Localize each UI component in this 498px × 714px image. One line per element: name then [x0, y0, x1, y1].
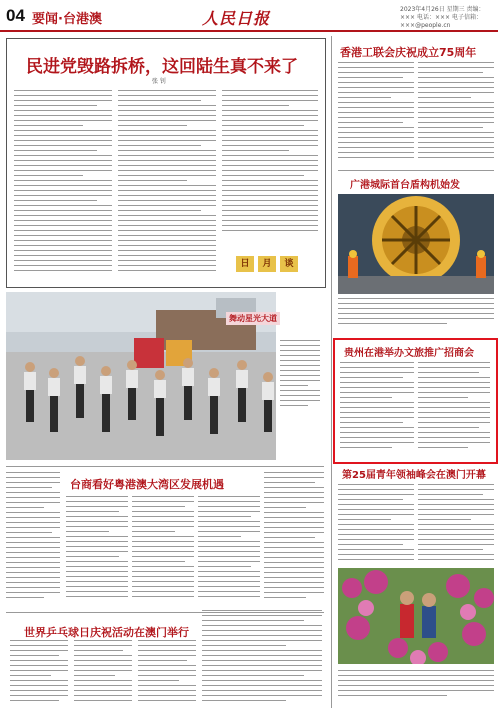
page-header	[0, 0, 498, 32]
gba-lead-col	[6, 472, 60, 602]
main-headline: 民进党毁路拆桥，这回陆生真不来了	[26, 57, 298, 77]
hk-union-text-1	[338, 62, 414, 162]
macau-youth-headline: 第25届青年领袖峰会在澳门开幕	[342, 470, 486, 481]
hk-union-text-2	[418, 62, 494, 162]
header-info: 2023年4月26日 星期三 责编：××× 电话：××× 电子信箱：×××@people.cn	[400, 6, 485, 29]
main-text-col-3	[222, 90, 318, 236]
main-byline: 张 钊	[152, 78, 166, 85]
gba-headline: 台商看好粤港澳大湾区发展机遇	[70, 478, 224, 491]
flower-photo	[338, 568, 494, 664]
main-text-col-1	[14, 90, 112, 278]
shield-machine-caption	[338, 298, 494, 332]
right-divider-1	[338, 170, 494, 171]
column-tag-3: 谈	[280, 256, 298, 272]
shield-machine-headline: 广港城际首台盾构机始发	[350, 180, 460, 191]
column-separator	[331, 36, 332, 708]
guizhou-headline: 贵州在港举办文旅推广招商会	[344, 348, 474, 359]
gba-text-1	[66, 496, 128, 602]
gba-top-divider	[6, 466, 324, 467]
hk-union-headline: 香港工联会庆祝成立75周年	[340, 46, 477, 59]
pingpong-text-1	[10, 640, 68, 706]
dance-photo-title: 舞动星光大道	[226, 312, 280, 325]
gba-text-3	[198, 496, 260, 602]
macau-youth-text-2	[418, 484, 494, 564]
flower-illustration	[338, 568, 494, 664]
dance-photo-caption	[280, 340, 320, 450]
guizhou-text-1	[340, 362, 414, 454]
section-name: 要闻·台港澳	[32, 12, 102, 27]
guizhou-text-2	[418, 362, 490, 454]
main-text-col-2	[118, 90, 216, 278]
gba-text-4	[264, 472, 324, 602]
pingpong-text-4	[202, 610, 322, 706]
column-tag-1: 日	[236, 256, 254, 272]
masthead-logo: 人民日报	[202, 9, 271, 28]
flower-caption	[338, 670, 494, 710]
pingpong-text-3	[138, 640, 196, 706]
column-tag-2: 月	[258, 256, 276, 272]
macau-youth-text-1	[338, 484, 414, 564]
pingpong-text-2	[74, 640, 132, 706]
page-number: 04	[6, 6, 25, 25]
gba-text-2	[132, 496, 194, 602]
pingpong-headline: 世界乒乓球日庆祝活动在澳门举行	[24, 626, 189, 639]
shield-machine-photo	[338, 194, 494, 294]
shield-machine-illustration	[338, 194, 494, 294]
